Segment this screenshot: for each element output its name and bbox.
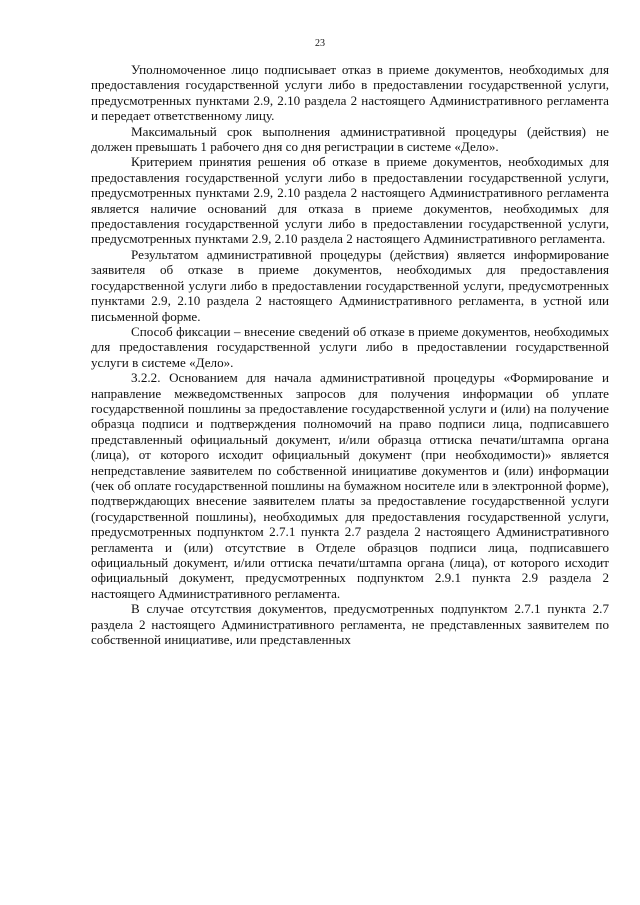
paragraph-signing-refusal: Уполномоченное лицо подписывает отказ в приеме документов, необходимых для предоставления государственной услуги либо в предоставлении государственной услуги, предусмотренных пунктами 2.9, 2.10 раздела 2 настоящего Административного регламента и передает ответственному лицу. — [91, 62, 609, 124]
paragraph-missing-documents: В случае отсутствия документов, предусмотренных подпунктом 2.7.1 пункта 2.7 раздела 2 настоящего Административного регламента, не представленных заявителем по собственной инициативе, или представленных — [91, 601, 609, 648]
paragraph-recording-method: Способ фиксации – внесение сведений об отказе в приеме документов, необходимых для предоставления государственной услуги либо в предоставлении государственной услуги в системе «Дело». — [91, 323, 609, 370]
paragraph-max-duration: Максимальный срок выполнения административной процедуры (действия) не должен превышать 1 рабочего дня со дня регистрации в системе «Дело». — [91, 123, 609, 155]
paragraph-decision-criterion: Критерием принятия решения об отказе в приеме документов, необходимых для предоставления государственной услуги либо в предоставлении государственной услуги, предусмотренных пунктами 2.9, 2.10 раздела 2 настоящего Административного регламента является наличие оснований для отказа в приеме документов, необходимых для предоставления государственной услуги либо в предоставлении государственной услуги, предусмотренных пунктами 2.9, 2.10 раздела 2 настоящего Административного регламента. — [91, 154, 609, 247]
page-number: 23 — [315, 38, 325, 49]
paragraph-section-3-2-2: 3.2.2. Основанием для начала административной процедуры «Формирование и направление межведомственных запросов для получения информации об уплате государственной пошлины за предоставление государственной услуги и (или) на получение образца подписи и подтверждения полномочий на право подписи лица, подписавшего представленный официальный документ, и/или образца оттиска печати/штампа органа (лица), от которого исходит официальный документ (при необходимости)» является непредставление заявителем по собственной инициативе документов и (или) информации (чек об оплате государственной пошлины на бумажном носителе или в электронной форме), подтверждающих внесение заявителем платы за предоставление государственной услуги (государственной пошлины), необходимых для предоставления государственной услуги, предусмотренных подпунктом 2.7.1 пункта 2.7 раздела 2 настоящего Административного регламента и (или) отсутствие в Отделе образцов подписи лица, подписавшего официальный документ, и/или оттиска печати/штампа органа (лица), от которого исходит официальный документ, предусмотренных подпунктом 2.9.1 пункта 2.9 раздела 2 настоящего Административного регламента. — [91, 370, 609, 601]
document-body — [91, 62, 609, 647]
paragraph-procedure-result: Результатом административной процедуры (действия) является информирование заявителя об отказе в приеме документов, необходимых для предоставления государственной услуги либо в предоставлении государственной услуги, предусмотренных пунктами 2.9, 2.10 раздела 2 настоящего Административного регламента, в устной или письменной форме. — [91, 246, 609, 324]
